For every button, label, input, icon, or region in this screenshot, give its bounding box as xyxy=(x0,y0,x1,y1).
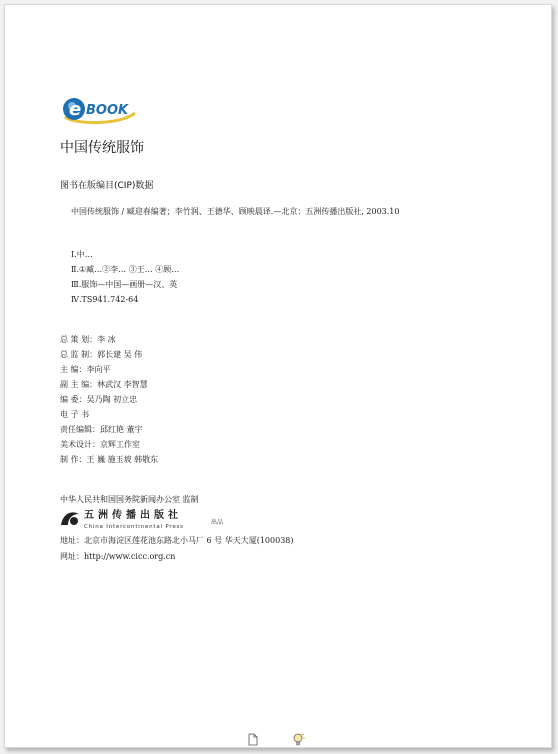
credit-line: 总 监 制：郭长建 吴 伟 xyxy=(60,350,143,359)
credit-line: 主 编：李向平 xyxy=(60,365,111,374)
credit-line: 美术设计：京辉工作室 xyxy=(60,440,140,449)
index-line: Ⅲ.服饰—中国—画册—汉、英 xyxy=(71,280,178,289)
index-line: Ⅱ.①臧…②李… ③王… ④顾… xyxy=(71,265,180,274)
index-line: Ⅰ.中… xyxy=(71,250,93,259)
publisher-website: 网址：http://www.cicc.org.cn xyxy=(60,552,176,561)
book-title: 中国传统服饰 xyxy=(60,140,144,156)
cip-heading: 图书在版编目(CIP)数据 xyxy=(60,181,154,191)
svg-text:五洲传播出版社: 五洲传播出版社 xyxy=(84,510,182,521)
credits-list xyxy=(60,332,158,467)
ebook-logo xyxy=(61,93,137,125)
classification-index xyxy=(71,247,179,307)
svg-text:e: e xyxy=(69,99,82,120)
publisher-suffix: 出品 xyxy=(211,519,224,526)
credit-line: 副 主 编：林武汉 李智慧 xyxy=(60,380,148,389)
svg-text:BOOK: BOOK xyxy=(86,103,129,118)
credit-line: 责任编辑：邱红艳 董宇 xyxy=(60,425,143,434)
document-page xyxy=(4,4,552,748)
credit-line: 编 委：吴乃陶 初立忠 xyxy=(60,395,138,404)
publisher-logo xyxy=(58,507,208,531)
lightbulb-icon[interactable] xyxy=(292,733,306,747)
credit-line: 总 策 划：李 冰 xyxy=(60,335,116,344)
credit-line: 电 子 书 xyxy=(60,410,90,419)
svg-text:China Intercontinental Press: China Intercontinental Press xyxy=(84,524,184,530)
credit-line: 制 作：王 巍 施玉坡 韩敬东 xyxy=(60,455,159,464)
supervisor-line: 中华人民共和国国务院新闻办公室 监制 xyxy=(60,495,199,504)
page-icon[interactable] xyxy=(248,733,258,746)
cip-entry: 中国传统服饰 / 臧迎春编著；李竹润、王德华、顾映晨译.—北京：五洲传播出版社, 2003.10 xyxy=(71,207,400,216)
publisher-address: 地址：北京市海淀区莲花池东路北小马厂 6 号 华天大厦(100038) xyxy=(60,536,294,545)
index-line: Ⅳ.TS941.742-64 xyxy=(71,295,139,304)
